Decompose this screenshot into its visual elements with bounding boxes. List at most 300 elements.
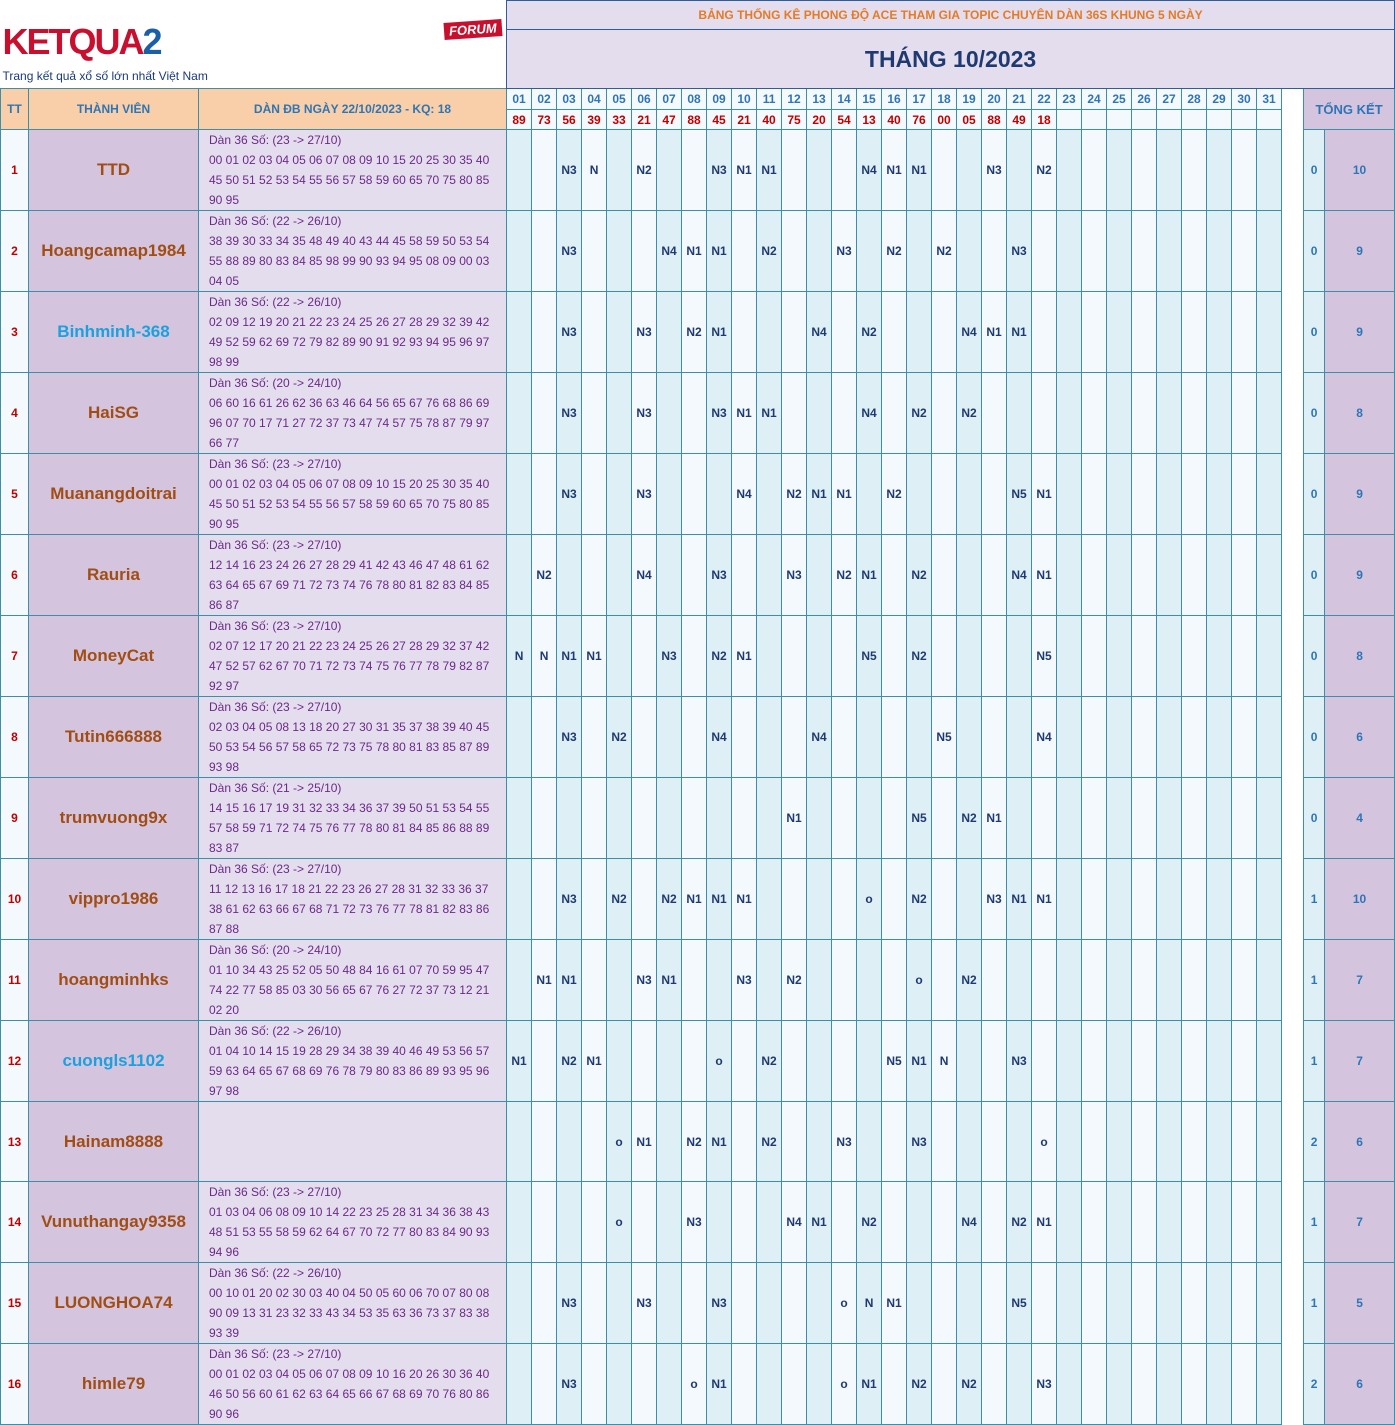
day-cell [957,859,982,940]
member-row [1,130,1395,211]
day-number: 25 [1107,89,1132,110]
day-cell [957,535,982,616]
day-number: 18 [932,89,957,110]
day-cell: N1 [632,1102,657,1182]
day-number: 30 [1232,89,1257,110]
day-cell [1232,1344,1257,1425]
day-number: 16 [882,89,907,110]
day-cell [1007,1102,1032,1182]
dan-line: 93 98 [209,760,240,774]
member-name[interactable]: Tutin666888 [29,697,199,778]
member-name[interactable]: trumvuong9x [29,778,199,859]
dan-range: Dàn 36 Số: (23 -> 27/10) [209,1185,342,1199]
dan-numbers [199,130,507,211]
day-cell [1007,373,1032,454]
day-cell [607,454,632,535]
day-cell [1182,1021,1207,1102]
day-cell [957,130,982,211]
header-member: THÀNH VIÊN [29,89,199,130]
day-cell [1132,535,1157,616]
member-name[interactable]: LUONGHOA74 [29,1263,199,1344]
day-cell [507,1344,532,1425]
day-cell [1157,211,1182,292]
member-name[interactable]: Binhminh-368 [29,292,199,373]
day-cell [1182,616,1207,697]
day-cell [782,616,807,697]
member-name[interactable]: Rauria [29,535,199,616]
day-cell [1132,940,1157,1021]
day-cell: N4 [807,292,832,373]
member-name[interactable]: HaiSG [29,373,199,454]
day-cell [1132,130,1157,211]
day-cell: N1 [707,1344,732,1425]
dan-line: 92 97 [209,679,240,693]
day-cell [582,697,607,778]
day-cell [757,778,782,859]
day-number: 20 [982,89,1007,110]
day-cell [857,211,882,292]
day-cell [1057,859,1082,940]
day-cell [857,778,882,859]
dan-range: Dàn 36 Số: (23 -> 27/10) [209,700,342,714]
spacer [1282,211,1304,292]
day-cell [982,1102,1007,1182]
day-cell [832,1182,857,1263]
day-cell: N3 [982,859,1007,940]
day-cell [657,130,682,211]
day-cell [532,697,557,778]
day-cell: N2 [557,1021,582,1102]
day-cell: N2 [882,211,907,292]
day-cell [982,1263,1007,1344]
dan-line: 00 01 02 03 04 05 06 07 08 09 10 15 20 25 30 35 40 [209,153,490,167]
day-cell: N4 [807,697,832,778]
day-cell: N3 [557,211,582,292]
banner-title: BẢNG THỐNG KÊ PHONG ĐỘ ACE THAM GIA TOPIC CHUYÊN DÀN 36S KHUNG 5 NGÀY [507,1,1395,30]
day-cell [932,454,957,535]
day-cell: N1 [757,130,782,211]
member-row [1,1344,1395,1425]
day-cell [657,454,682,535]
day-cell [632,778,657,859]
day-cell [857,1102,882,1182]
day-cell: N1 [757,373,782,454]
day-cell [1082,292,1107,373]
dan-line: 04 05 [209,274,240,288]
dan-numbers [199,211,507,292]
day-cell [957,454,982,535]
day-cell: N1 [732,373,757,454]
dan-line: 11 12 13 16 17 18 21 22 23 26 27 28 31 32 33 36 37 [209,882,489,896]
day-cell [782,697,807,778]
member-name[interactable]: cuongls1102 [29,1021,199,1102]
day-cell [1132,778,1157,859]
day-cell [757,1263,782,1344]
day-cell: N4 [957,292,982,373]
day-cell [832,292,857,373]
day-cell [732,211,757,292]
dan-line: 93 39 [209,1326,240,1340]
day-cell: N3 [632,454,657,535]
member-row [1,535,1395,616]
dan-range: Dàn 36 Số: (22 -> 26/10) [209,1266,342,1280]
day-cell [982,940,1007,1021]
day-cell [957,697,982,778]
spacer [1282,373,1304,454]
day-cell [532,1102,557,1182]
day-cell [1107,535,1132,616]
dan-line: 90 95 [209,193,240,207]
day-cell [607,292,632,373]
day-cell: N1 [682,859,707,940]
dan-range: Dàn 36 Số: (23 -> 27/10) [209,862,342,876]
member-row [1,373,1395,454]
day-cell [907,211,932,292]
day-result [1232,110,1257,130]
day-cell [782,1344,807,1425]
day-cell [1032,292,1057,373]
dan-line: 02 20 [209,1003,240,1017]
day-cell: N1 [857,1344,882,1425]
day-cell: N5 [857,616,882,697]
day-cell: N1 [732,616,757,697]
day-number: 01 [507,89,532,110]
row-index: 13 [1,1102,29,1182]
day-cell [1182,211,1207,292]
row-index: 5 [1,454,29,535]
day-number: 08 [682,89,707,110]
day-cell [607,1021,632,1102]
day-cell [582,373,607,454]
total-n: 6 [1325,1102,1395,1182]
day-result [1132,110,1157,130]
day-cell [1232,535,1257,616]
member-name[interactable]: TTD [29,130,199,211]
day-result: 40 [757,110,782,130]
day-number: 23 [1057,89,1082,110]
day-cell [907,697,932,778]
day-cell: N4 [1007,535,1032,616]
day-cell [582,1344,607,1425]
day-cell [1157,1021,1182,1102]
day-cell [1007,1344,1032,1425]
dan-line: 66 77 [209,436,240,450]
member-name[interactable]: Hoangcamap1984 [29,211,199,292]
member-row [1,292,1395,373]
total-o: 0 [1304,454,1325,535]
dan-numbers [199,940,507,1021]
dan-line: 96 07 70 17 71 27 72 37 73 47 74 57 75 78 87 79 97 [209,416,490,430]
day-cell: N1 [907,1021,932,1102]
total-n: 8 [1325,616,1395,697]
total-n: 9 [1325,211,1395,292]
day-cell: N1 [732,130,757,211]
header-dan: DÀN ĐB NGÀY 22/10/2023 - KQ: 18 [199,89,507,130]
member-row [1,940,1395,1021]
day-cell [1182,373,1207,454]
day-cell [1107,1021,1132,1102]
day-cell [1107,211,1132,292]
day-cell [1082,1021,1107,1102]
day-cell [807,1021,832,1102]
day-cell: o [1032,1102,1057,1182]
day-result [1107,110,1132,130]
day-cell [582,1102,607,1182]
day-cell: N4 [1032,697,1057,778]
day-cell [907,454,932,535]
day-cell [557,1182,582,1263]
day-cell [757,454,782,535]
member-name[interactable]: Hainam8888 [29,1102,199,1182]
day-cell [782,130,807,211]
day-cell [507,859,532,940]
member-name[interactable]: Muanangdoitrai [29,454,199,535]
day-cell [1082,1344,1107,1425]
day-cell: N2 [707,616,732,697]
day-cell: N1 [707,211,732,292]
day-number: 17 [907,89,932,110]
day-cell: N2 [957,1344,982,1425]
day-cell: N3 [632,373,657,454]
day-cell [682,1021,707,1102]
day-cell [732,1021,757,1102]
member-row [1,1263,1395,1344]
member-name[interactable]: vippro1986 [29,859,199,940]
day-cell [1107,454,1132,535]
day-cell: N3 [732,940,757,1021]
day-number: 05 [607,89,632,110]
day-cell: N1 [1032,535,1057,616]
day-cell [1257,616,1282,697]
day-cell [782,859,807,940]
logo-wordmark[interactable] [3,21,161,63]
row-index: 14 [1,1182,29,1263]
day-cell [1032,778,1057,859]
day-cell [1182,454,1207,535]
day-cell [1107,940,1132,1021]
dan-line: 00 01 02 03 04 05 06 07 08 09 10 15 20 25 30 35 40 [209,477,490,491]
day-cell: N3 [832,1102,857,1182]
day-cell [1207,1344,1232,1425]
day-cell [1157,373,1182,454]
member-name[interactable]: himle79 [29,1344,199,1425]
dan-line: 01 04 10 14 15 19 28 29 34 38 39 40 46 49 53 56 57 [209,1044,490,1058]
day-cell: N2 [607,697,632,778]
day-cell [1207,373,1232,454]
day-cell: N3 [557,454,582,535]
day-cell [1257,1263,1282,1344]
day-cell [682,940,707,1021]
day-cell [1207,1021,1232,1102]
day-cell [1132,1344,1157,1425]
day-result: 13 [857,110,882,130]
day-cell: N1 [1032,859,1057,940]
day-cell [1207,616,1232,697]
spacer [1282,1021,1304,1102]
day-cell [1182,859,1207,940]
day-cell [1057,940,1082,1021]
dan-range: Dàn 36 Số: (23 -> 27/10) [209,457,342,471]
row-index: 10 [1,859,29,940]
day-cell [532,211,557,292]
member-name[interactable]: hoangminhks [29,940,199,1021]
day-number: 24 [1082,89,1107,110]
day-cell [532,1344,557,1425]
day-cell [607,778,632,859]
day-cell: N [857,1263,882,1344]
day-cell [1157,535,1182,616]
day-cell [1157,1344,1182,1425]
day-cell: N3 [707,535,732,616]
member-row [1,1102,1395,1182]
day-cell [1257,1182,1282,1263]
day-cell [757,1344,782,1425]
dan-numbers [199,616,507,697]
day-number: 14 [832,89,857,110]
day-cell [707,940,732,1021]
day-result [1182,110,1207,130]
day-cell: N3 [657,616,682,697]
day-cell: N1 [732,859,757,940]
site-logo [1,1,507,89]
day-cell: N1 [782,778,807,859]
day-cell [982,616,1007,697]
day-cell: N5 [932,697,957,778]
day-number: 22 [1032,89,1057,110]
day-cell: N3 [557,373,582,454]
total-n: 6 [1325,1344,1395,1425]
day-cell: N3 [707,373,732,454]
day-cell [682,130,707,211]
dan-line: 45 50 51 52 53 54 55 56 57 58 59 60 65 70 75 80 85 [209,173,490,187]
day-result: 45 [707,110,732,130]
dan-line: 45 50 51 52 53 54 55 56 57 58 59 60 65 70 75 80 85 [209,497,490,511]
day-cell: N4 [632,535,657,616]
day-cell [757,292,782,373]
day-cell [1132,1263,1157,1344]
day-cell: N3 [557,130,582,211]
day-cell [832,130,857,211]
row-index: 15 [1,1263,29,1344]
day-cell [1232,373,1257,454]
day-cell: N3 [1007,1021,1032,1102]
day-cell [957,1263,982,1344]
day-cell [1007,940,1032,1021]
day-cell [532,1021,557,1102]
day-cell [1007,697,1032,778]
day-cell [1057,1182,1082,1263]
dan-line: 90 09 13 31 23 32 33 43 34 53 35 63 36 73 37 83 38 [209,1306,490,1320]
member-row [1,778,1395,859]
day-cell [1207,1182,1232,1263]
member-row [1,1021,1395,1102]
header-tt: TT [1,89,29,130]
spacer [1282,1102,1304,1182]
day-cell [1207,292,1232,373]
day-cell [657,1021,682,1102]
day-cell [782,292,807,373]
day-cell [682,697,707,778]
day-cell [1157,1182,1182,1263]
day-result: 40 [882,110,907,130]
total-o: 0 [1304,211,1325,292]
day-cell [982,1021,1007,1102]
day-result: 21 [732,110,757,130]
day-result [1057,110,1082,130]
day-cell [757,859,782,940]
day-cell [1107,1344,1132,1425]
member-name[interactable]: MoneyCat [29,616,199,697]
dan-range: Dàn 36 Số: (23 -> 27/10) [209,619,342,633]
day-cell: N3 [832,211,857,292]
day-cell: N1 [857,535,882,616]
day-cell [607,1263,632,1344]
day-result: 39 [582,110,607,130]
day-cell [882,778,907,859]
day-cell [607,940,632,1021]
total-n: 9 [1325,535,1395,616]
day-cell: N3 [782,535,807,616]
day-cell: N2 [657,859,682,940]
day-cell [532,373,557,454]
dan-numbers [199,1102,507,1182]
day-cell [657,1102,682,1182]
day-cell [907,1263,932,1344]
day-cell [1107,1102,1132,1182]
day-cell [1082,778,1107,859]
day-cell [882,292,907,373]
day-number: 19 [957,89,982,110]
row-index: 16 [1,1344,29,1425]
day-cell [657,373,682,454]
dan-line: 00 10 01 20 02 30 03 40 04 50 05 60 06 70 07 80 08 [209,1286,490,1300]
day-cell [1207,778,1232,859]
day-cell [1232,697,1257,778]
day-cell: o [832,1263,857,1344]
day-cell [582,940,607,1021]
day-cell: N4 [857,130,882,211]
member-name[interactable]: Vunuthangay9358 [29,1182,199,1263]
spacer [1282,89,1304,130]
dan-numbers [199,1263,507,1344]
day-cell: N1 [807,454,832,535]
day-cell [1157,130,1182,211]
day-cell: N2 [957,373,982,454]
dan-numbers [199,535,507,616]
day-cell: N1 [882,130,907,211]
day-cell [1107,697,1132,778]
day-cell [582,859,607,940]
day-cell [1107,1182,1132,1263]
day-cell [1207,130,1232,211]
day-result [1157,110,1182,130]
day-cell [882,1182,907,1263]
day-cell [1207,1102,1232,1182]
day-cell: N3 [707,1263,732,1344]
day-cell: N2 [907,859,932,940]
day-cell [932,940,957,1021]
dan-line: 06 60 16 61 26 62 36 63 46 64 56 65 67 76 68 86 69 [209,396,490,410]
day-cell: N4 [732,454,757,535]
spacer [1282,697,1304,778]
day-cell [582,535,607,616]
day-cell [807,1102,832,1182]
day-cell: N3 [557,859,582,940]
day-cell: N3 [707,130,732,211]
day-cell [1057,292,1082,373]
total-n: 7 [1325,1021,1395,1102]
day-number: 10 [732,89,757,110]
